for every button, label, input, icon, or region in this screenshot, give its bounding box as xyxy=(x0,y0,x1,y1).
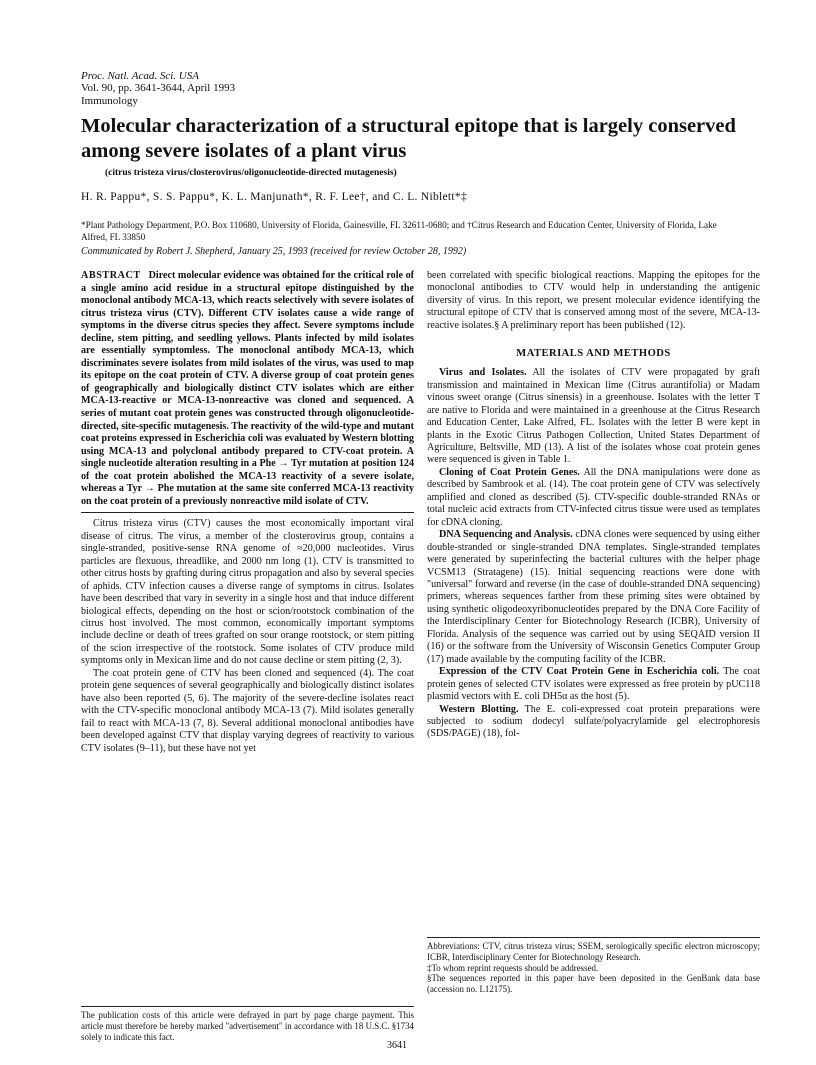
page-number: 3641 xyxy=(387,1040,407,1051)
genbank-footnote: §The sequences reported in this paper have been deposited in the GenBank data base (accession no. L12175). xyxy=(427,973,760,995)
abstract-label: ABSTRACT xyxy=(81,270,141,281)
journal-header xyxy=(81,70,235,107)
right-footnotes xyxy=(427,931,760,995)
subhead-virus-isolates: Virus and Isolates. xyxy=(439,367,527,379)
abstract-text: Direct molecular evidence was obtained for the critical role of a single amino acid residue in a structural epitope distinguished by the monoclonal antibody MCA-13, which reacts selectively with severe isolates of citrus tristeza virus (CTV). Different CTV isolates cause a wide range of symptoms in the diverse citrus species they affect. Severe symptoms include decline, stem pitting, and seedling yellows. Plants infected by mild isolates are essentially symptomless. The monoclonal antibody MCA-13, which discriminates severe isolates from mild isolates of the virus, was used to map its epitope on the coat protein of CTV. A diverse group of coat protein genes of geographically and biologically distinct CTV isolates which are either MCA-13-reactive or MCA-13-nonreactive was cloned and sequenced. A series of mutant coat protein genes was constructed through oligonucleotide-directed, site-specific mutagenesis. The reactivity of the wild-type and mutant coat proteins expressed in Escherichia coli was evaluated by Western blotting using MCA-13 and polyclonal antibody prepared to CTV-coat protein. A single nucleotide alteration resulting in a Phe → Tyr mutation at position 124 of the coat protein abolished the MCA-13 reactivity of a severe isolate, whereas a Tyr → Phe mutation at the same site conferred MCA-13 reactivity on the coat protein of a previously nonreactive mild isolate of CTV. xyxy=(81,270,414,507)
author-list: H. R. Pappu*, S. S. Pappu*, K. L. Manjunath*, R. F. Lee†, and C. L. Niblett*‡ xyxy=(81,191,468,203)
abstract xyxy=(81,270,414,508)
publication-cost-note xyxy=(81,1000,414,1043)
methods-western xyxy=(427,704,760,741)
text-expression: The coat protein genes of selected CTV isolates were expressed as free protein by pUC118 plasmid vectors with E. coli DH5α as the host (5). xyxy=(427,666,760,703)
text-western: The E. coli-expressed coat protein preparations were subjected to sodium dodecyl sulfate/polyacrylamide gel electrophoresis (SDS/PAGE) (18), fol- xyxy=(427,703,761,740)
methods-cloning xyxy=(427,467,760,529)
right-footnote-divider xyxy=(427,937,760,938)
text-virus-isolates: All the isolates of CTV were propagated by graft transmission and maintained in Mexican lime (Citrus aurantifolia) or Madam vinous sweet orange (Citrus sinensis) in a greenhouse. Isolates with the letter T are native to Florida and were maintained in a greenhouse at the Citrus Research and Education Center, Lake Alfred, FL. Isolates with the letter B were kept in plants in the Exotic Citrus Pathogen Collection, United States Department of Agriculture, Beltsville, MD (13). A list of the isolates whose coat protein genes were sequenced is given in Table 1. xyxy=(427,367,760,466)
article-title: Molecular characterization of a structural epitope that is largely conserved among severe isolates of a plant virus xyxy=(81,115,736,162)
text-cloning: All the DNA manipulations were done as described by Sambrook et al. (14). The coat protein gene of CTV was selectively amplified and cloned as described (5). CTV-specific double-stranded RNAs or total nucleic acid extracts from CTV-infected citrus tissue were used as templates for cDNA cloning. xyxy=(427,466,760,528)
left-column xyxy=(81,270,414,755)
journal-name: Proc. Natl. Acad. Sci. USA xyxy=(81,70,199,82)
footnote-divider xyxy=(81,1006,414,1007)
communicated-by: Communicated by Robert J. Shepherd, January 25, 1993 (received for review October 28, 1992) xyxy=(81,246,467,257)
reprint-footnote: ‡To whom reprint requests should be addressed. xyxy=(427,962,599,973)
subhead-sequencing: DNA Sequencing and Analysis. xyxy=(439,529,573,541)
keywords: (citrus tristeza virus/closterovirus/oligonucleotide-directed mutagenesis) xyxy=(105,168,397,178)
intro-paragraph-2: The coat protein gene of CTV has been cloned and sequenced (4). The coat protein gene sequences of several geographically and biologically distinct isolates have also been reported (5, 6). The majority of the severe-decline isolates react with the CTV-specific monoclonal antibody MCA-13 (7). Mild isolates generally fail to react with MCA-13 (7, 8). Several additional monoclonal antibodies have been developed against CTV that display varying degrees of reactivity to various CTV isolates (9–11), but these have not yet xyxy=(81,667,414,754)
publication-footnote: The publication costs of this article were defrayed in part by page charge payment. This article must therefore be hereby marked "advertisement" in accordance with 18 U.S.C. §1734 solely to indicate this fact. xyxy=(81,1010,414,1042)
subhead-cloning: Cloning of Coat Protein Genes. xyxy=(439,466,580,478)
intro-paragraph-1: Citrus tristeza virus (CTV) causes the most economically important viral disease of citrus. The virus, a member of the closterovirus group, contains a single-stranded, positive-sense RNA genome of ≈20,000 nucleotides. Virus particles are flexuous, threadlike, and 2000 nm long (1). CTV is transmitted to other citrus hosts by grafting during citrus propagation and also by several species of aphids. CTV infection causes a diverse range of symptoms in citrus. Isolates have been described that vary in severity in a single host and that induce different biological effects, depending on the host or scion/rootstock combination of the citrus host involved. The most common, economically important symptoms include decline or death of trees grafted on sour orange rootstock, or stem pitting of the scion irrespective of the rootstock. Some isolates of CTV produce mild symptoms only in Mexican lime and do not cause decline or stem pitting (2, 3). xyxy=(81,518,414,667)
right-column xyxy=(427,270,760,741)
subhead-expression: Expression of the CTV Coat Protein Gene in Escherichia coli. xyxy=(439,666,720,678)
journal-volume: Vol. 90, pp. 3641-3644, April 1993 xyxy=(81,82,236,95)
methods-sequencing xyxy=(427,529,760,666)
subhead-western: Western Blotting. xyxy=(439,703,519,715)
methods-heading: MATERIALS AND METHODS xyxy=(516,348,671,360)
abbreviations-footnote: Abbreviations: CTV, citrus tristeza virus; SSEM, serologically specific electron microscopy; ICBR, Interdisciplinary Center for Biotechnology Research. xyxy=(427,941,760,962)
text-sequencing: cDNA clones were sequenced by using either double-stranded or single-stranded DNA templates. Single-stranded templates were generated by superinfecting the bacterial cultures with the helper phage VCSM13 (Stratagene) (15). Initial sequencing reactions were done with "universal" forward and reverse (in the case of double-stranded DNA sequencing) primers, whereas sequences farther from these priming sites were obtained by using synthetic oligodeoxyribonucleotides prepared by the DNA Core Facility of the Interdisciplinary Center for Biotechnology Research (ICBR), University of Florida. Analysis of the sequence was carried out by using SEQAID version II (16) or the software from the University of Wisconsin Genetics Computer Group (17) made available by the computing facility of the ICBR. xyxy=(427,529,760,665)
journal-section: Immunology xyxy=(81,94,138,107)
affiliations: *Plant Pathology Department, P.O. Box 110680, University of Florida, Gainesville, FL 32611-0680; and †Citrus Research and Education Center, University of Florida, Lake Alfred, FL 33850 xyxy=(81,220,717,242)
methods-expression xyxy=(427,666,760,703)
intro-paragraph-3: been correlated with specific biological reactions. Mapping the epitopes for the monoclonal antibodies to CTV would help in understanding the antigenic diversity of virus. In this report, we present molecular evidence identifying the structural epitope of CTV that is conserved among most of the severe, MCA-13-reactive isolates.§ A preliminary report has been published (12). xyxy=(427,270,760,331)
methods-virus-isolates xyxy=(427,367,760,467)
abstract-divider xyxy=(81,512,414,513)
